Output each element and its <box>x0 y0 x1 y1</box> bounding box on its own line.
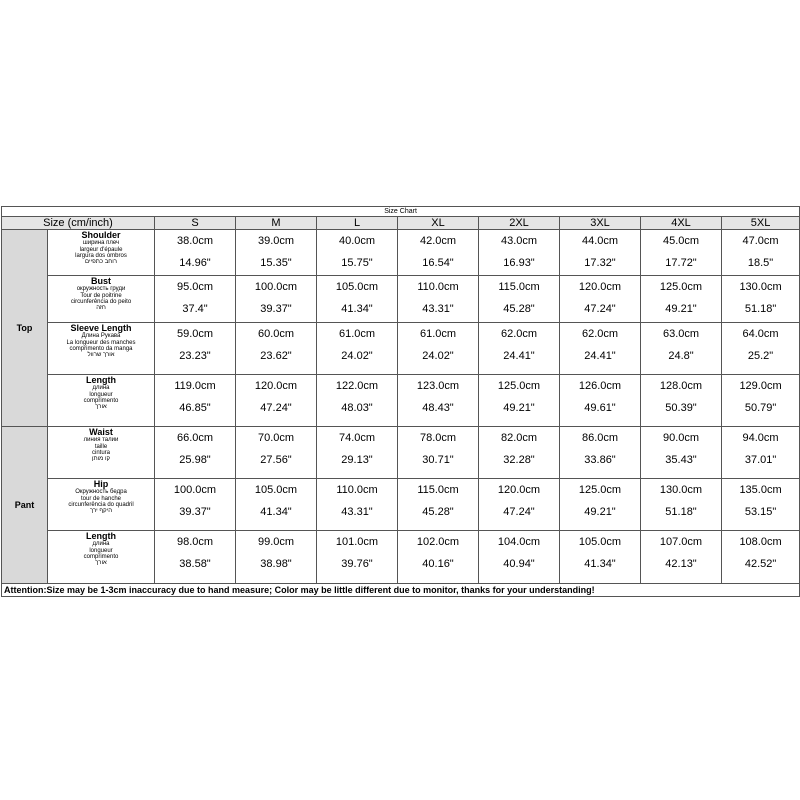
value-cm: 74.0cm <box>338 432 376 444</box>
measurement-translation: La longueur des manches <box>66 339 136 346</box>
value-cm: 128.0cm <box>659 380 703 392</box>
size-value-cell <box>236 427 317 479</box>
measurement-translation: ширина плеч <box>82 240 120 247</box>
measurement-translation: Окружность бедра <box>75 489 127 496</box>
value-inch: 43.31" <box>422 303 454 315</box>
value-cm: 40.0cm <box>338 235 376 247</box>
size-value-cell <box>722 375 800 427</box>
value-cm: 126.0cm <box>578 380 622 392</box>
value-cm: 47.0cm <box>742 235 779 247</box>
header-row <box>2 217 800 230</box>
value-inch: 39.76" <box>341 558 373 570</box>
value-inch: 18.5" <box>747 257 774 269</box>
value-inch: 24.41" <box>584 350 616 362</box>
size-chart-body <box>2 230 800 584</box>
value-inch: 25.98" <box>179 454 211 466</box>
size-value-cell <box>560 531 641 584</box>
value-inch: 41.34" <box>260 506 292 518</box>
value-cm: 61.0cm <box>419 328 457 340</box>
size-value-cell <box>722 230 800 276</box>
measurement-translation: circunferência do quadril <box>68 502 134 509</box>
size-value-cell <box>398 375 479 427</box>
value-cm: 125.0cm <box>659 281 703 293</box>
header-size: 4XL <box>641 217 722 230</box>
table-row <box>2 323 800 375</box>
header-size: XL <box>398 217 479 230</box>
header-size: 3XL <box>560 217 641 230</box>
value-inch: 24.02" <box>422 350 454 362</box>
value-cm: 104.0cm <box>497 536 541 548</box>
size-value-cell <box>722 276 800 323</box>
measurement-translation: circunferência do peito <box>70 299 132 306</box>
size-value-cell <box>479 323 560 375</box>
size-value-cell <box>155 427 236 479</box>
measurement-translation: окружность груди <box>76 286 126 293</box>
value-inch: 27.56" <box>260 454 292 466</box>
value-cm: 105.0cm <box>578 536 622 548</box>
value-inch: 47.24" <box>584 303 616 315</box>
size-value-cell <box>641 276 722 323</box>
measurement-cell <box>48 323 155 375</box>
size-value-cell <box>641 479 722 531</box>
measurement-cell <box>48 427 155 479</box>
size-value-cell <box>317 276 398 323</box>
value-cm: 98.0cm <box>176 536 214 548</box>
value-inch: 40.94" <box>503 558 535 570</box>
value-inch: 39.37" <box>260 303 292 315</box>
size-value-cell <box>236 276 317 323</box>
value-inch: 23.23" <box>179 350 211 362</box>
value-cm: 90.0cm <box>662 432 700 444</box>
value-cm: 120.0cm <box>254 380 298 392</box>
measurement-cell <box>48 230 155 276</box>
value-cm: 63.0cm <box>662 328 700 340</box>
value-inch: 24.8" <box>668 350 694 362</box>
size-value-cell <box>317 427 398 479</box>
value-cm: 61.0cm <box>338 328 376 340</box>
size-value-cell <box>236 230 317 276</box>
size-value-cell <box>722 427 800 479</box>
value-inch: 38.58" <box>179 558 211 570</box>
value-cm: 38.0cm <box>176 235 214 247</box>
measurement-translation: אורך <box>95 560 107 567</box>
measurement-translation: קו מותן <box>91 456 111 463</box>
value-inch: 46.85" <box>179 402 211 414</box>
value-cm: 66.0cm <box>176 432 214 444</box>
value-cm: 120.0cm <box>578 281 622 293</box>
value-inch: 29.13" <box>341 454 373 466</box>
measurement-name: Waist <box>89 427 113 437</box>
size-value-cell <box>560 375 641 427</box>
header-size: 2XL <box>479 217 560 230</box>
measurement-translation: רוחב כתפיים <box>85 259 117 266</box>
table-row <box>2 531 800 584</box>
measurement-translation: longueur <box>89 391 113 398</box>
size-value-cell <box>479 427 560 479</box>
value-cm: 42.0cm <box>419 235 457 247</box>
table-row <box>2 230 800 276</box>
measurement-translation: חזה <box>96 305 106 312</box>
value-cm: 122.0cm <box>335 380 379 392</box>
size-value-cell <box>479 375 560 427</box>
measurement-translation: היקף ירך <box>89 508 113 515</box>
value-inch: 48.43" <box>422 402 454 414</box>
value-cm: 94.0cm <box>742 432 779 444</box>
value-inch: 16.54" <box>422 257 454 269</box>
value-inch: 45.28" <box>422 506 454 518</box>
measurement-translation: אורך <box>95 404 107 411</box>
measurement-name: Length <box>86 531 116 541</box>
value-inch: 43.31" <box>341 506 373 518</box>
value-inch: 24.02" <box>341 350 373 362</box>
value-inch: 23.62" <box>260 350 292 362</box>
size-value-cell <box>641 375 722 427</box>
group-label: Pant <box>2 427 48 584</box>
value-inch: 49.21" <box>584 506 616 518</box>
measurement-cell <box>48 276 155 323</box>
value-cm: 43.0cm <box>500 235 538 247</box>
size-value-cell <box>155 531 236 584</box>
value-cm: 125.0cm <box>578 484 622 496</box>
header-size: S <box>155 217 236 230</box>
value-cm: 105.0cm <box>335 281 379 293</box>
size-value-cell <box>317 323 398 375</box>
value-inch: 41.34" <box>341 303 373 315</box>
value-cm: 115.0cm <box>498 281 540 293</box>
size-chart-table <box>1 206 800 597</box>
value-cm: 44.0cm <box>581 235 619 247</box>
value-cm: 39.0cm <box>257 235 295 247</box>
size-value-cell <box>641 230 722 276</box>
value-inch: 35.43" <box>665 454 697 466</box>
value-cm: 100.0cm <box>173 484 217 496</box>
value-inch: 50.79" <box>744 402 777 414</box>
size-value-cell <box>398 531 479 584</box>
value-cm: 105.0cm <box>254 484 298 496</box>
size-value-cell <box>560 479 641 531</box>
value-cm: 120.0cm <box>497 484 541 496</box>
header-size-label: Size (cm/inch) <box>2 217 155 230</box>
value-cm: 102.0cm <box>416 536 460 548</box>
size-value-cell <box>398 323 479 375</box>
table-row <box>2 427 800 479</box>
measurement-cell <box>48 479 155 531</box>
value-inch: 25.2" <box>747 350 774 362</box>
value-inch: 39.37" <box>179 506 211 518</box>
chart-title: Size Chart <box>2 207 800 217</box>
value-cm: 119.0cm <box>174 380 216 392</box>
measurement-name: Length <box>86 375 116 385</box>
size-value-cell <box>641 427 722 479</box>
size-value-cell <box>236 375 317 427</box>
value-inch: 15.35" <box>260 257 292 269</box>
measurement-name: Hip <box>93 479 109 489</box>
size-value-cell <box>236 479 317 531</box>
measurement-translation: אורך שרוול <box>87 352 115 359</box>
measurement-translation: длина <box>92 385 110 392</box>
value-cm: 107.0cm <box>659 536 703 548</box>
value-cm: 130.0cm <box>659 484 703 496</box>
value-cm: 62.0cm <box>581 328 619 340</box>
measurement-translation: comprimento <box>83 398 119 405</box>
size-value-cell <box>479 230 560 276</box>
value-inch: 49.61" <box>584 402 616 414</box>
size-value-cell <box>722 531 800 584</box>
value-inch: 51.18" <box>744 303 777 315</box>
value-inch: 50.39" <box>665 402 697 414</box>
size-value-cell <box>317 479 398 531</box>
header-size: M <box>236 217 317 230</box>
measurement-name: Sleeve Length <box>70 323 132 333</box>
value-inch: 42.52" <box>744 558 777 570</box>
value-cm: 125.0cm <box>497 380 541 392</box>
measurement-cell <box>48 375 155 427</box>
value-inch: 42.13" <box>665 558 697 570</box>
value-inch: 53.15" <box>744 506 777 518</box>
size-value-cell <box>479 531 560 584</box>
value-cm: 100.0cm <box>254 281 298 293</box>
value-inch: 40.16" <box>422 558 454 570</box>
value-inch: 33.86" <box>584 454 616 466</box>
header-size: L <box>317 217 398 230</box>
size-value-cell <box>155 276 236 323</box>
measurement-translation: Длина Рукава <box>81 333 121 340</box>
measurement-translation: tour de hanche <box>80 495 122 502</box>
measurement-translation: largeur d'épaule <box>79 246 123 253</box>
value-cm: 110.0cm <box>336 484 378 496</box>
measurement-translation: Tour de poitrine <box>80 292 122 299</box>
size-value-cell <box>236 323 317 375</box>
value-cm: 78.0cm <box>419 432 457 444</box>
value-cm: 62.0cm <box>500 328 538 340</box>
value-inch: 47.24" <box>260 402 292 414</box>
size-value-cell <box>155 323 236 375</box>
measurement-name: Bust <box>91 276 111 286</box>
value-inch: 47.24" <box>503 506 535 518</box>
measurement-cell <box>48 531 155 584</box>
value-cm: 99.0cm <box>257 536 295 548</box>
value-inch: 15.75" <box>341 257 373 269</box>
value-cm: 70.0cm <box>257 432 295 444</box>
value-cm: 95.0cm <box>176 281 214 293</box>
size-value-cell <box>479 276 560 323</box>
value-cm: 129.0cm <box>739 380 782 392</box>
value-inch: 45.28" <box>503 303 535 315</box>
size-value-cell <box>398 276 479 323</box>
measurement-translation: cintura <box>91 450 110 457</box>
value-inch: 37.01" <box>744 454 777 466</box>
size-value-cell <box>398 427 479 479</box>
size-value-cell <box>236 531 317 584</box>
value-cm: 130.0cm <box>739 281 782 293</box>
value-cm: 108.0cm <box>739 536 782 548</box>
measurement-translation: comprimento da manga <box>69 346 133 353</box>
size-value-cell <box>155 230 236 276</box>
measurement-translation: линия талии <box>83 437 119 444</box>
size-value-cell <box>641 323 722 375</box>
attention-note: Attention:Size may be 1-3cm inaccuracy due to hand measure; Color may be little different due to monitor, thanks for your understanding! <box>2 584 800 597</box>
size-value-cell <box>560 323 641 375</box>
value-inch: 41.34" <box>584 558 616 570</box>
value-inch: 51.18" <box>665 506 697 518</box>
value-inch: 48.03" <box>341 402 373 414</box>
value-inch: 14.96" <box>179 257 211 269</box>
size-value-cell <box>317 375 398 427</box>
value-inch: 30.71" <box>422 454 454 466</box>
size-value-cell <box>155 479 236 531</box>
value-inch: 32.28" <box>503 454 535 466</box>
measurement-translation: длина <box>92 541 110 548</box>
size-value-cell <box>560 276 641 323</box>
measurement-translation: taille <box>94 443 108 450</box>
measurement-translation: longueur <box>89 547 113 554</box>
size-value-cell <box>398 479 479 531</box>
measurement-name: Shoulder <box>81 230 121 240</box>
value-inch: 49.21" <box>665 303 697 315</box>
value-cm: 45.0cm <box>662 235 700 247</box>
value-cm: 110.0cm <box>417 281 459 293</box>
value-inch: 49.21" <box>503 402 535 414</box>
table-row <box>2 479 800 531</box>
table-row <box>2 375 800 427</box>
value-cm: 86.0cm <box>581 432 619 444</box>
size-value-cell <box>479 479 560 531</box>
size-value-cell <box>560 427 641 479</box>
size-value-cell <box>641 531 722 584</box>
value-inch: 37.4" <box>182 303 208 315</box>
value-cm: 64.0cm <box>742 328 779 340</box>
size-value-cell <box>560 230 641 276</box>
value-inch: 38.98" <box>260 558 292 570</box>
size-value-cell <box>317 531 398 584</box>
measurement-translation: largura dos ombros <box>75 253 127 260</box>
size-value-cell <box>317 230 398 276</box>
value-cm: 82.0cm <box>500 432 538 444</box>
value-cm: 60.0cm <box>257 328 295 340</box>
table-row <box>2 276 800 323</box>
value-inch: 16.93" <box>503 257 535 269</box>
group-label: Top <box>2 230 48 427</box>
size-value-cell <box>398 230 479 276</box>
size-chart <box>1 206 799 597</box>
size-value-cell <box>722 323 800 375</box>
size-value-cell <box>155 375 236 427</box>
value-inch: 17.72" <box>665 257 697 269</box>
value-inch: 24.41" <box>503 350 535 362</box>
value-cm: 101.0cm <box>335 536 379 548</box>
value-inch: 17.32" <box>584 257 616 269</box>
value-cm: 123.0cm <box>416 380 460 392</box>
header-size: 5XL <box>722 217 800 230</box>
measurement-translation: comprimento <box>83 554 119 561</box>
value-cm: 135.0cm <box>739 484 782 496</box>
value-cm: 59.0cm <box>176 328 214 340</box>
size-value-cell <box>722 479 800 531</box>
value-cm: 115.0cm <box>417 484 459 496</box>
